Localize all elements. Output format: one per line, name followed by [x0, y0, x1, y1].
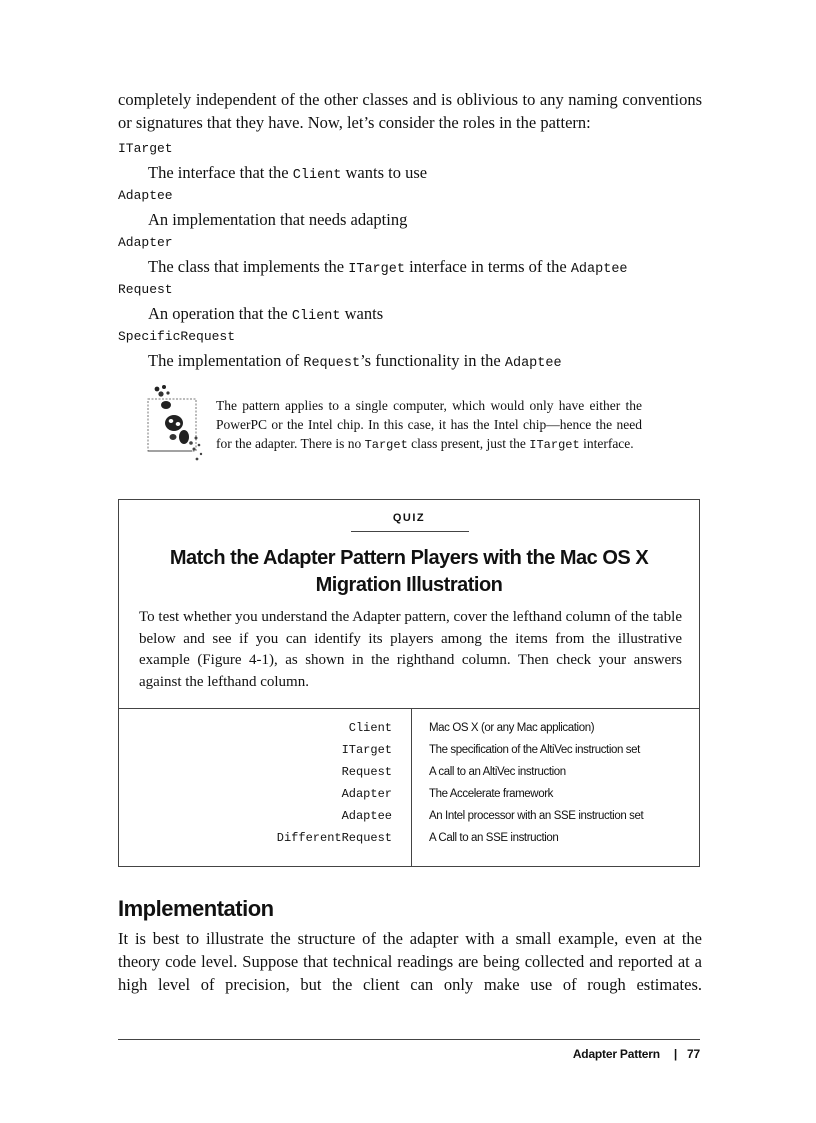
role-term: Request — [118, 282, 173, 297]
footer-separator: | — [673, 1047, 678, 1061]
quiz-item: An Intel processor with an SSE instruction set — [429, 810, 644, 822]
footer-rule — [118, 1039, 700, 1040]
footer-section-title: Adapter Pattern — [572, 1047, 660, 1061]
role-description: An operation that the Client wants — [148, 304, 384, 324]
quiz-title: Match the Adapter Pattern Players with the Mac OS X Migration Illustration — [169, 547, 649, 596]
role-term: Adaptee — [118, 188, 173, 203]
raccoon-note-icon — [144, 383, 206, 467]
page-footer — [573, 1047, 700, 1061]
quiz-item: A call to an AltiVec instruction — [429, 766, 566, 778]
note-callout — [144, 383, 704, 473]
implementation-paragraph: It is best to illustrate the structure of the adapter with a small example, even at the theory code level. Suppose that technical readings are being collected and reported at a high level of precision, but the client can only make use of rough estimates. — [118, 929, 702, 994]
quiz-player: Client — [348, 721, 392, 735]
role-description: The interface that the Client wants to use — [148, 163, 428, 183]
intro-paragraph: completely independent of the other classes and is oblivious to any naming conventions or signatures that they have. Now, let’s consider the roles in the pattern: — [118, 90, 702, 132]
quiz-divider — [119, 708, 699, 709]
quiz-item: Mac OS X (or any Mac application) — [429, 722, 595, 734]
quiz-label: QUIZ — [392, 512, 426, 524]
quiz-item: The Accelerate framework — [429, 788, 553, 800]
page-number: 77 — [687, 1047, 700, 1061]
quiz-player: Adaptee — [341, 809, 392, 823]
quiz-player: DifferentRequest — [276, 831, 392, 845]
quiz-item: A Call to an SSE instruction — [429, 832, 559, 844]
quiz-label-rule — [351, 531, 469, 532]
quiz-item: The specification of the AltiVec instruction set — [429, 744, 640, 756]
quiz-player: Adapter — [341, 787, 392, 801]
role-description: The class that implements the ITarget interface in terms of the Adaptee — [148, 257, 628, 277]
quiz-player: Request — [341, 765, 392, 779]
quiz-instructions: To test whether you understand the Adapter pattern, cover the lefthand column of the table below and see if you can identify its players among the items from the illustrative example (Figure 4-1), as shown in the righthand column. Then check your answers against the lefthand column. — [139, 609, 682, 690]
quiz-items-column — [429, 717, 694, 849]
role-term: ITarget — [118, 141, 173, 156]
section-heading: Implementation — [118, 896, 274, 921]
role-term: Adapter — [118, 235, 173, 250]
note-text: The pattern applies to a single computer, which would only have either the PowerPC or the Intel chip. In this case, it has the Intel chip—hence the need for the adapter. There is no Target class present, just the ITarget interface. — [216, 398, 642, 452]
role-description: An implementation that needs adapting — [148, 210, 408, 229]
quiz-column-divider — [411, 708, 412, 866]
quiz-box — [118, 499, 700, 867]
quiz-players-column — [119, 717, 392, 849]
roles-list — [118, 139, 718, 374]
quiz-player: ITarget — [341, 743, 392, 757]
role-description: The implementation of Request’s functionality in the Adaptee — [148, 351, 562, 371]
role-term: SpecificRequest — [118, 329, 236, 344]
